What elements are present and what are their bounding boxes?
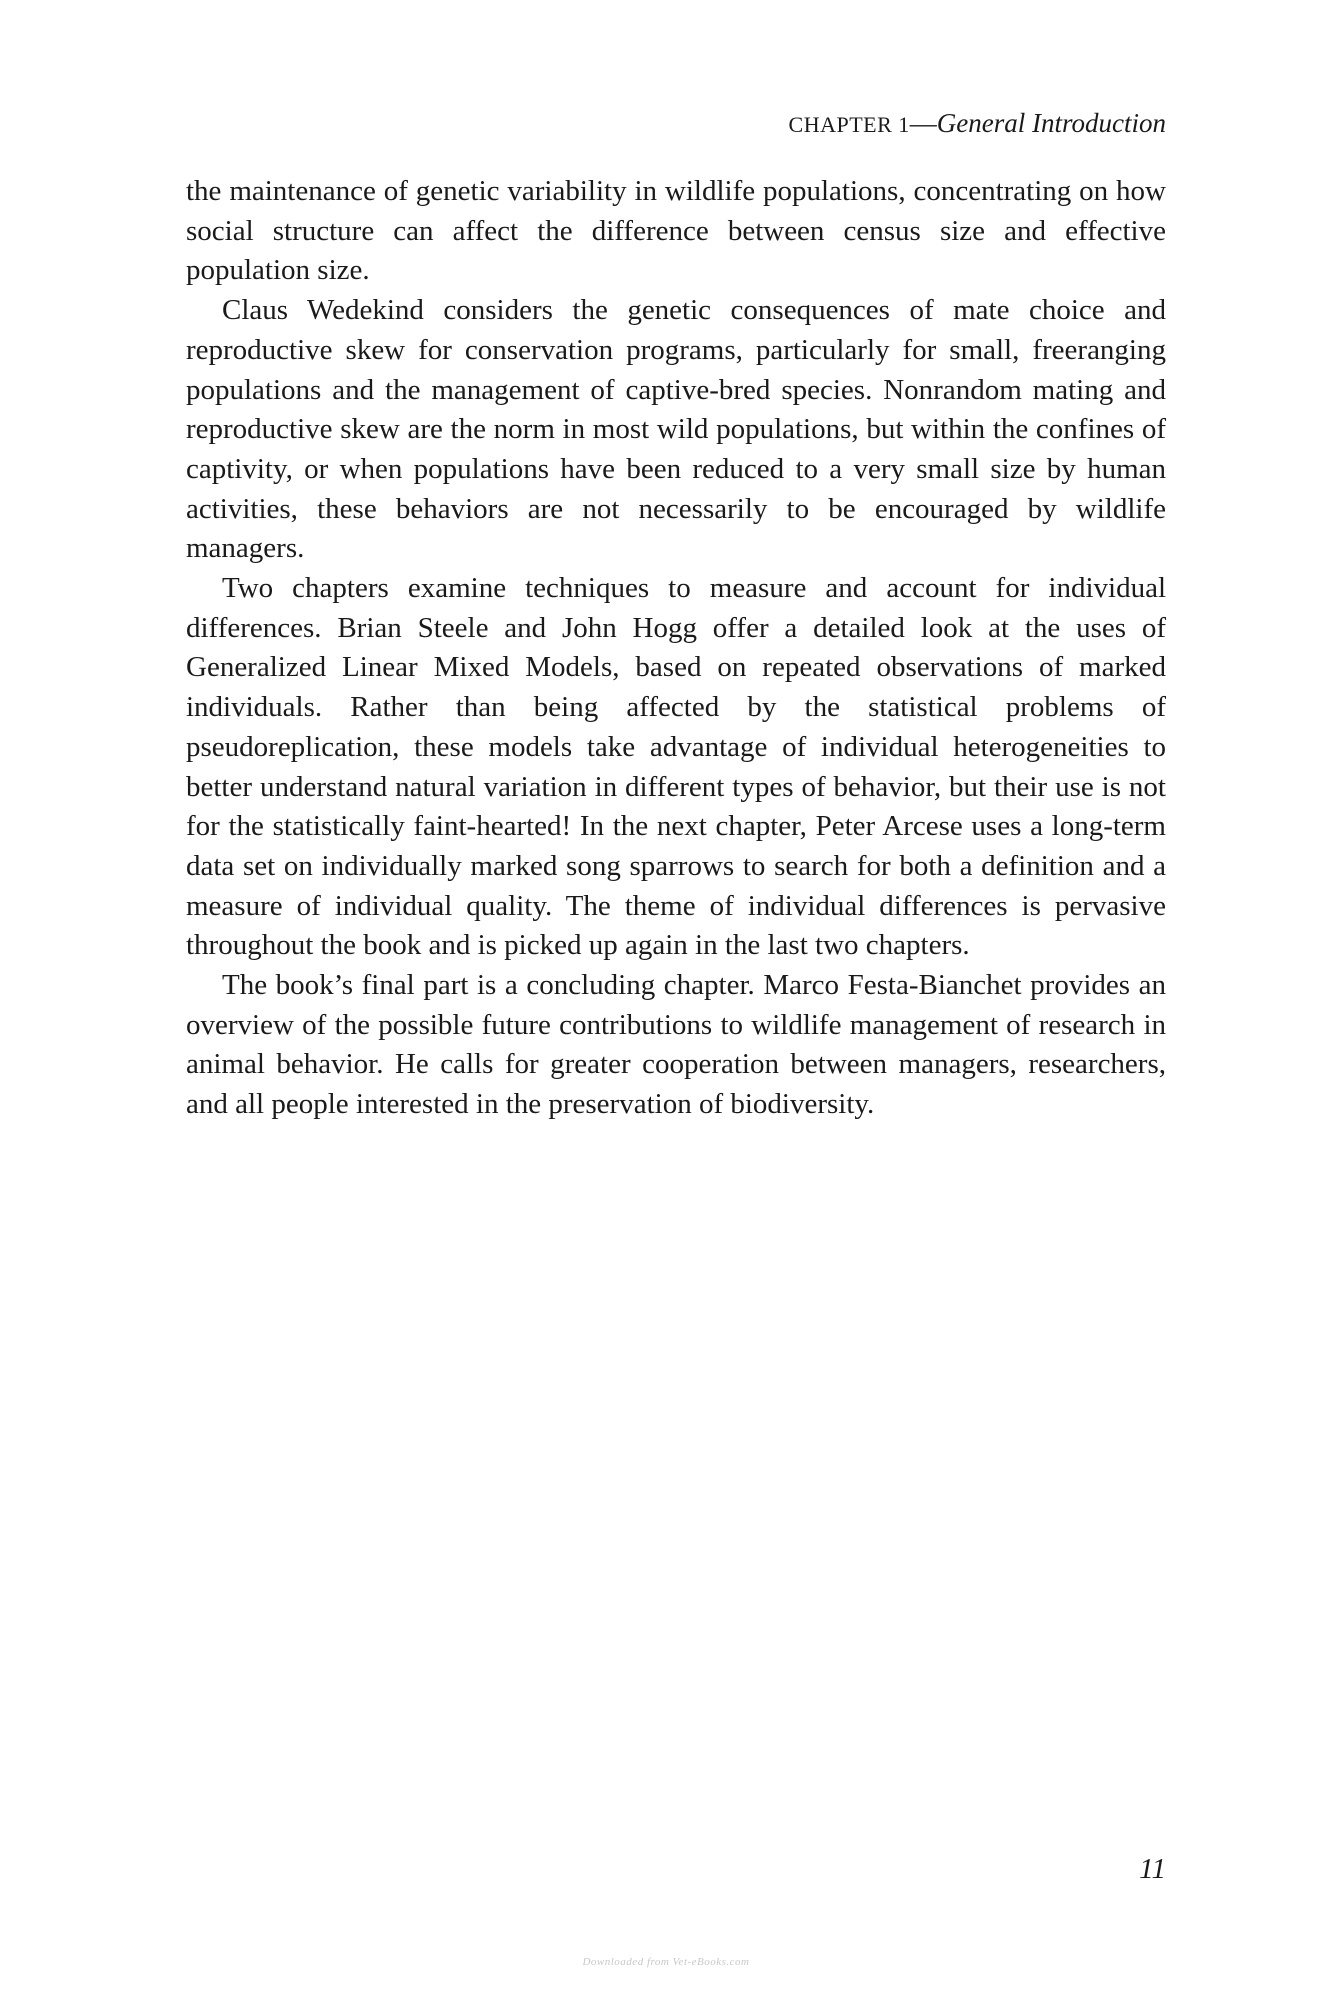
running-head-title: General Introduction — [936, 108, 1166, 138]
paragraph-1: the maintenance of genetic variability in wildlife populations, concentrating on how social structure can affect the difference between census size and effective population size. — [186, 175, 1166, 287]
watermark: Downloaded from Vet-eBooks.com — [582, 1956, 750, 1968]
body-text — [186, 172, 1166, 1125]
running-head-separator: — — [909, 108, 937, 138]
paragraph-2: Claus Wedekind considers the genetic consequences of mate choice and reproductive skew for conservation programs, particularly for small, freeranging populations and the management of captive-bred species. Nonrandom mating and reproductive skew are the norm in most wild populations, but within the confines of captivity, or when populations have been reduced to a very small size by human activities, these behaviors are not necessarily to be encouraged by wildlife managers. — [186, 294, 1166, 565]
page-number: 11 — [1139, 1853, 1166, 1885]
running-head-chapter: CHAPTER 1 — [788, 112, 910, 137]
paragraph-3: Two chapters examine techniques to measure and account for individual differences. Brian Steele and John Hogg offer a detailed look at the uses of Generalized Linear Mixed Models, based on repeated observations of marked individuals. Rather than being affected by the statistical problems of pseudoreplication, these models take advantage of individual heterogeneities to better understand natural variation in different types of behavior, but their use is not for the statistically faint-hearted! In the next chapter, Peter Arcese uses a long-term data set on individually marked song sparrows to search for both a definition and a measure of individual quality. The theme of individual differences is pervasive throughout the book and is picked up again in the last two chapters. — [186, 572, 1166, 962]
running-head — [789, 106, 1166, 142]
paragraph-4: The book’s final part is a concluding chapter. Marco Festa-Bianchet provides an overview of the possible future contributions to wildlife management of research in animal behavior. He calls for greater cooperation between managers, researchers, and all people interested in the preservation of biodiversity. — [186, 969, 1166, 1121]
